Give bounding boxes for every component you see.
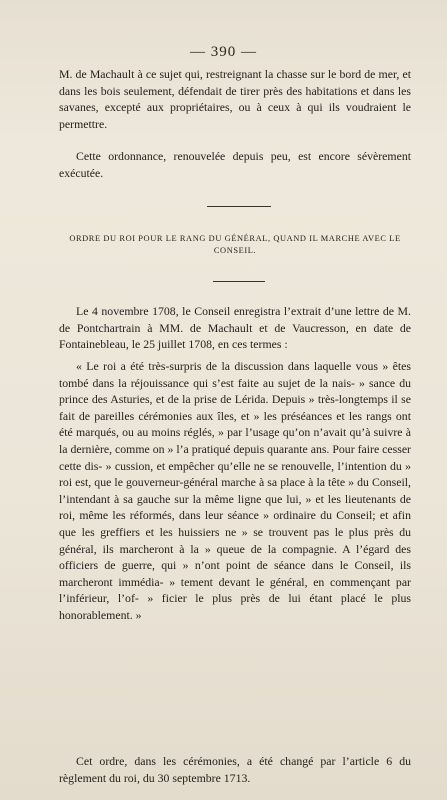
paragraph-main: Le 4 novembre 1708, le Conseil enregistra l’extrait d’une lettre de M. de Pontchartrain à MM. de Machault et de Vaucresson, en date de Fontainebleau, le 25 juillet 1708, en ces termes : <box>59 304 411 352</box>
section-heading: ORDRE DU ROI POUR LE RANG DU GÉNÉRAL, QUAND IL MARCHE AVEC LE CONSEIL. <box>69 234 401 255</box>
paragraph-opening: M. de Machault à ce sujet qui, restreignant la chasse sur le bord de mer, et dans les bois seulement, défendait de tirer près des habitations et dans les savanes, excepté aux propriétaires, ou à ceux à qui ils voudraient le permettre. <box>59 67 411 131</box>
paragraph-ordonnance: Cette ordonnance, renouvelée depuis peu, est encore sévèrement exécutée. <box>59 149 411 180</box>
section-divider-top <box>207 206 271 207</box>
paragraph-quote: « Le roi a été très-surpris de la discussion dans laquelle vous » êtes tombé dans la réjouissance qui s’est faite au sujet de la nais- » sance du prince des Asturies, et de la prise de Lérida. Depuis » très-longtemps il se fait de pareilles cérémonies aux îles, et » les préséances et les rangs ont été marqués, ou au moins réglés, » par l’usage qu’on n’avait qu’à suivre à la dernière, comme on » l’a pratiqué depuis quarante ans. Pour faire cesser cette dis- » cussion, et empêcher qu’elle ne se renouvelle, l’intention du » roi est, que le gouverneur-général marche à sa place à la tête » du Conseil, l’intendant à sa gauche sur la même ligne que lui, » et les lieutenants de roi, même les réformés, dans leur séance » ordinaire du Conseil; et afin que les greffiers et les huissiers ne » se trouvent pas le plus près du général, ils marcheront à la » queue de la compagnie. A l’égard des officiers de guerre, qui » n’ont point de séance dans le Conseil, ils marcheront immédia- » tement devant le général, en commençant par l’inférieur, l’of- » ficier le plus près de lui étant placé le plus honorablement. » <box>59 359 411 622</box>
page-number: — 390 — <box>190 44 257 60</box>
section-divider-bottom <box>213 281 265 282</box>
paragraph-final: Cet ordre, dans les cérémonies, a été changé par l’article 6 du règlement du roi, du 30 septembre 1713. <box>59 754 411 785</box>
